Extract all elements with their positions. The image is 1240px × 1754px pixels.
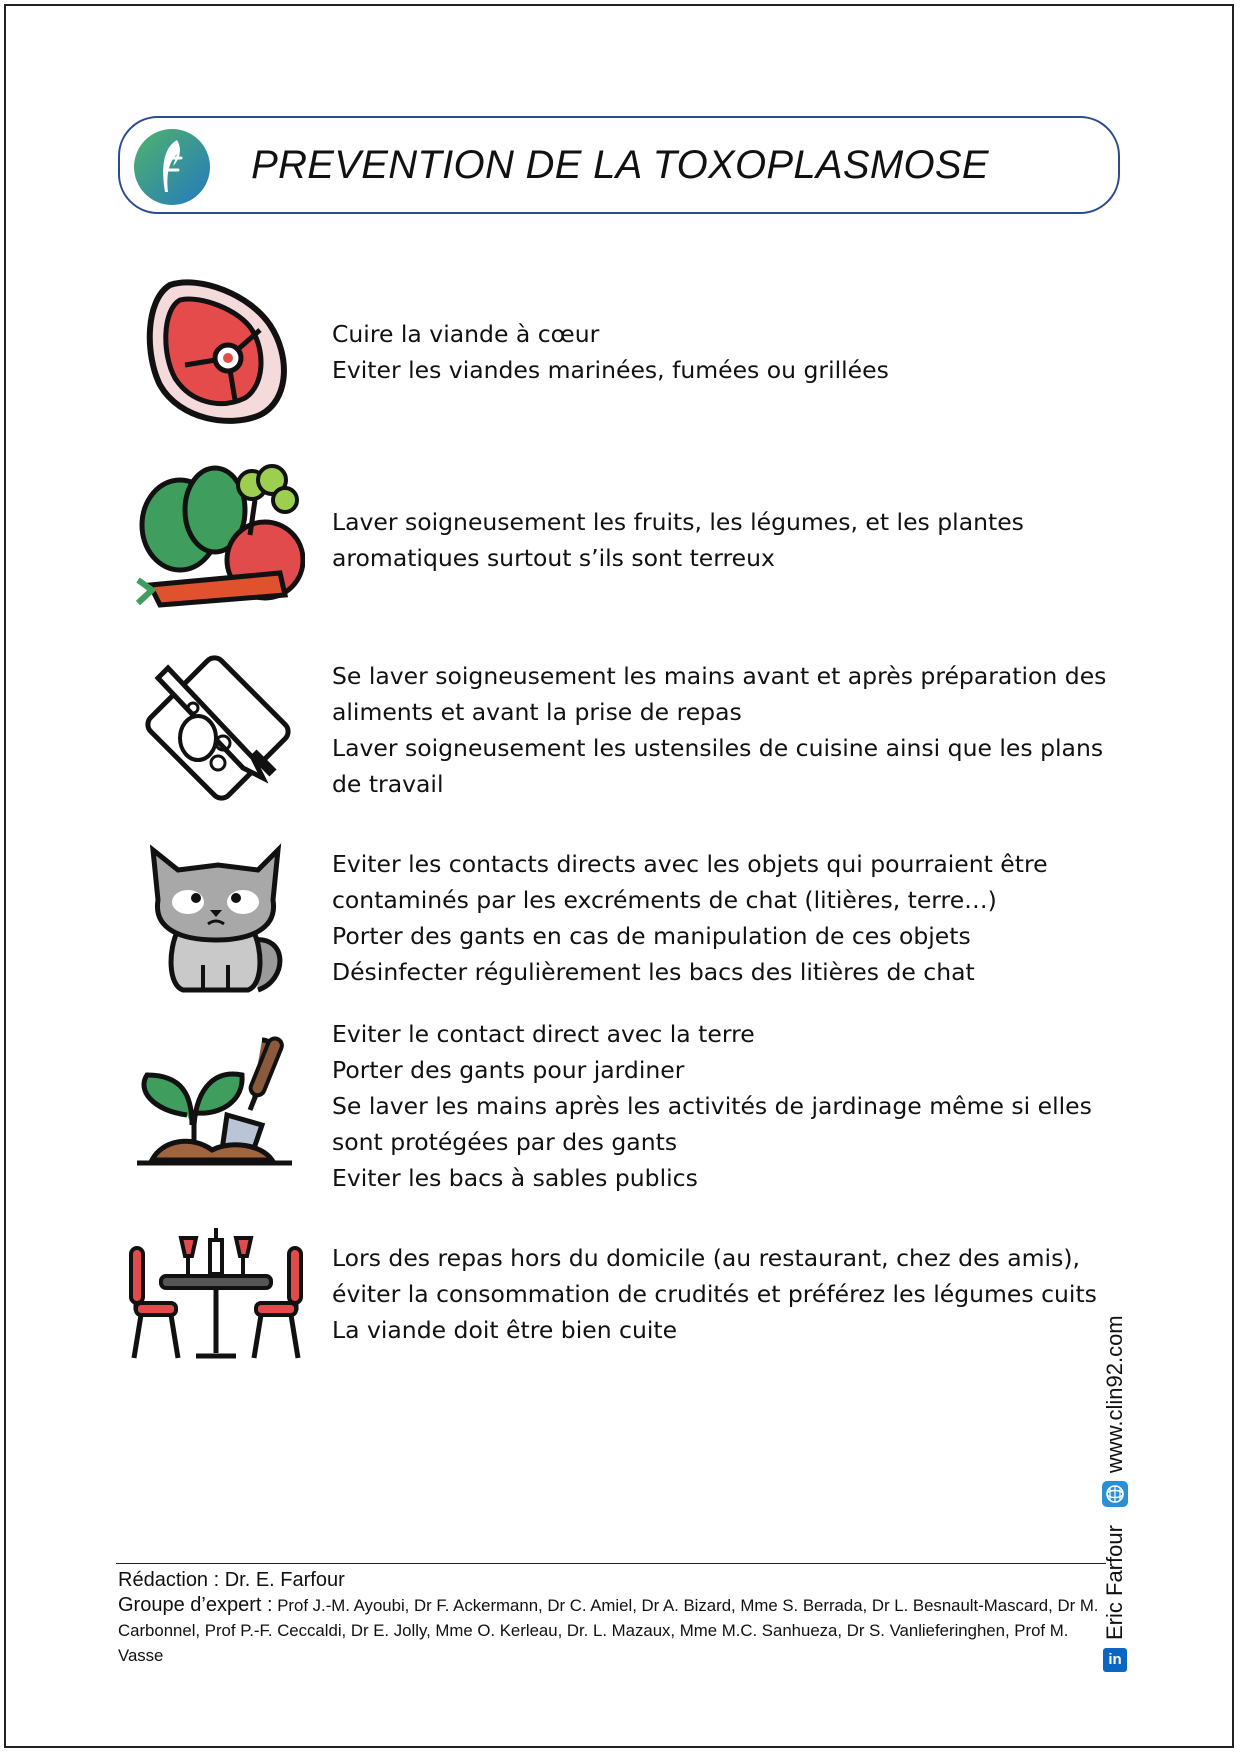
tip-hands-utensils	[332, 658, 1122, 802]
tip-produce	[332, 504, 1122, 576]
tip-eating-out	[332, 1240, 1122, 1348]
vegetables-icon	[130, 455, 305, 624]
website-link[interactable]: www.clin92.com	[1102, 1315, 1127, 1474]
tip-line: Cuire la viande à cœur	[332, 320, 600, 348]
author-name: Eric Farfour	[1102, 1525, 1127, 1640]
tip-line: aliments et avant la prise de repas	[332, 698, 742, 726]
tip-line: Eviter les viandes marinées, fumées ou grillées	[332, 356, 889, 384]
linkedin-icon[interactable]: in	[1103, 1648, 1127, 1672]
tip-line: Se laver les mains après les activités de jardinage même si elles	[332, 1092, 1092, 1120]
tip-line: Laver soigneusement les ustensiles de cuisine ainsi que les plans	[332, 734, 1104, 762]
tip-line: Lors des repas hors du domicile (au restaurant, chez des amis),	[332, 1244, 1080, 1272]
tip-line: éviter la consommation de crudités et préférez les légumes cuits	[332, 1280, 1097, 1308]
expert-group-label: Groupe d’expert :	[118, 1594, 273, 1616]
cutting-board-icon	[138, 648, 298, 807]
tip-line: Eviter les bacs à sables publics	[332, 1164, 698, 1192]
tip-line: Laver soigneusement les fruits, les légumes, et les plantes	[332, 508, 1024, 536]
tip-line: Eviter le contact direct avec la terre	[332, 1020, 755, 1048]
tip-line: aromatiques surtout s’ils sont terreux	[332, 544, 775, 572]
tip-line: Porter des gants en cas de manipulation de ces objets	[332, 922, 971, 950]
tip-line: Désinfecter régulièrement les bacs des litières de chat	[332, 958, 975, 986]
side-credits	[1100, 1315, 1130, 1672]
cat-icon	[138, 840, 298, 1004]
restaurant-table-icon	[126, 1228, 306, 1367]
page-title: PREVENTION DE LA TOXOPLASMOSE	[251, 142, 989, 187]
tip-gardening	[332, 1016, 1122, 1196]
gardening-trowel-icon	[132, 1035, 300, 1179]
feather-logo-icon	[133, 128, 211, 206]
footer-divider	[116, 1563, 1106, 1564]
tip-line: Se laver soigneusement les mains avant et après préparation des	[332, 662, 1107, 690]
redaction-credit: Rédaction : Dr. E. Farfour	[118, 1569, 345, 1591]
tip-line: Porter des gants pour jardiner	[332, 1056, 685, 1084]
steak-icon	[140, 270, 300, 434]
expert-group	[118, 1593, 1103, 1668]
globe-icon	[1102, 1481, 1128, 1507]
tip-line: contaminés par les excréments de chat (litières, terre…)	[332, 886, 997, 914]
tip-meat	[332, 316, 1122, 388]
footer-credits	[118, 1568, 1103, 1668]
expert-group-names: Prof J.-M. Ayoubi, Dr F. Ackermann, Dr C. Amiel, Dr A. Bizard, Mme S. Berrada, Dr L. Besnault-Mascard, Dr M. Carbonnel, Prof P.-F. Ceccaldi, Dr E. Jolly, Mme O. Kerleau, Dr. L. Mazaux, Mme M.C. Sanhueza, Dr S. Vanlieferinghen, Prof M. Vasse	[118, 1596, 1099, 1665]
tip-line: sont protégées par des gants	[332, 1128, 678, 1156]
tip-line: La viande doit être bien cuite	[332, 1316, 678, 1344]
tip-line: Eviter les contacts directs avec les objets qui pourraient être	[332, 850, 1048, 878]
tip-cat	[332, 846, 1122, 990]
tip-line: de travail	[332, 770, 444, 798]
